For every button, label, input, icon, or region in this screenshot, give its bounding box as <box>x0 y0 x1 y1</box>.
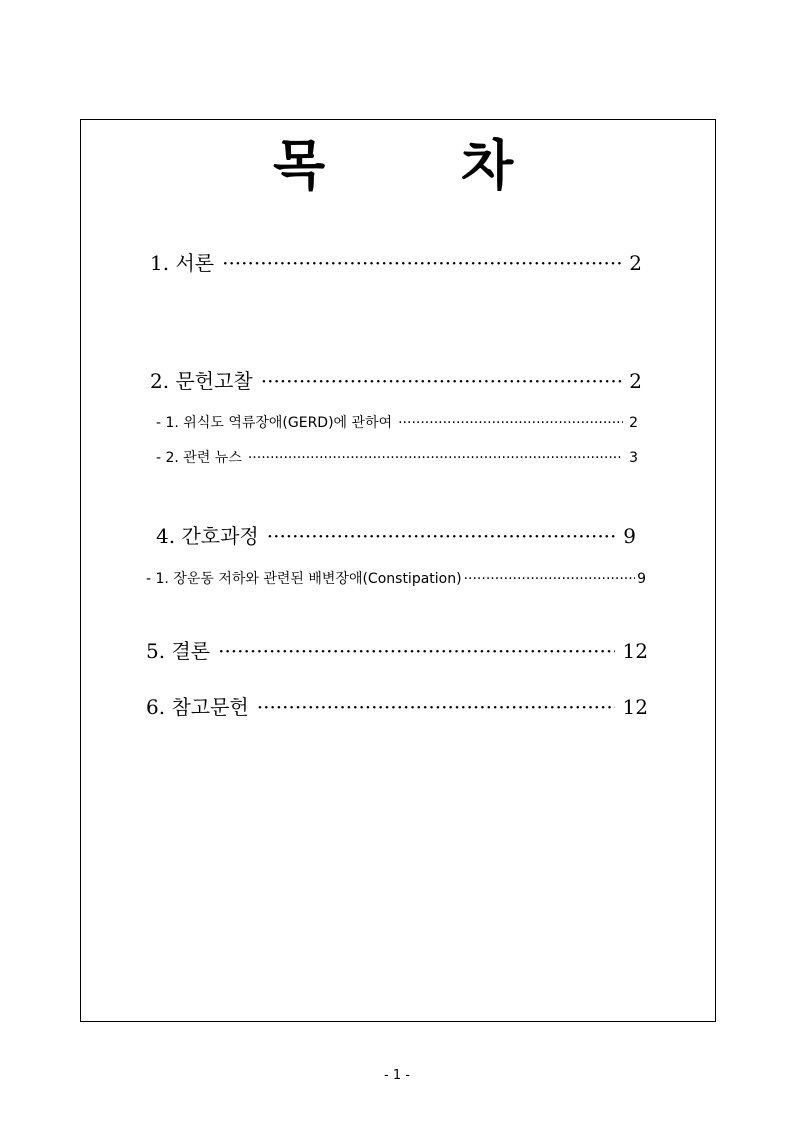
toc-subentry-constipation[interactable] <box>146 568 646 588</box>
toc-entry-page: 9 <box>637 571 646 587</box>
toc-title-right: 차 <box>461 134 514 197</box>
toc-entry-label: 2. 문헌고찰 <box>150 369 253 393</box>
toc-entry-page: 12 <box>622 695 648 719</box>
toc-entry-label: - 2. 관련 뉴스 <box>156 450 242 466</box>
toc-entry-process[interactable] <box>156 520 636 548</box>
toc-entry-review[interactable] <box>150 365 642 393</box>
toc-entry-label: - 1. 위식도 역류장애(GERD)에 관하여 <box>156 415 393 431</box>
toc-entry-page: 2 <box>629 415 638 431</box>
toc-dot-leader <box>248 450 623 466</box>
toc-dot-leader <box>464 571 636 587</box>
toc-entry-label: 5. 결론 <box>146 639 211 663</box>
page-number: - 1 - <box>384 1068 410 1083</box>
toc-dot-leader <box>218 639 614 663</box>
toc-entry-conclusion[interactable] <box>146 635 648 663</box>
toc-entry-page: 2 <box>629 369 642 393</box>
toc-entry-references[interactable] <box>146 691 648 719</box>
toc-entry-intro[interactable] <box>150 247 642 275</box>
toc-entry-page: 12 <box>622 639 648 663</box>
toc-dot-leader <box>398 415 623 431</box>
toc-subentry-news[interactable] <box>156 447 638 467</box>
toc-dot-leader <box>222 251 621 275</box>
toc-entry-label: 4. 간호과정 <box>156 524 259 548</box>
toc-entry-label: 1. 서론 <box>150 251 215 275</box>
toc-dot-leader <box>267 524 616 548</box>
toc-entry-label: - 1. 장운동 저하와 관련된 배변장애(Constipation) <box>146 571 462 587</box>
toc-subentry-gerd[interactable] <box>156 412 638 432</box>
toc-entry-page: 2 <box>629 251 642 275</box>
toc-dot-leader <box>257 695 615 719</box>
toc-entry-page: 3 <box>629 450 638 466</box>
toc-title-left: 목 <box>273 134 326 197</box>
toc-entry-label: 6. 참고문헌 <box>146 695 249 719</box>
toc-entry-page: 9 <box>623 524 636 548</box>
toc-dot-leader <box>261 369 622 393</box>
